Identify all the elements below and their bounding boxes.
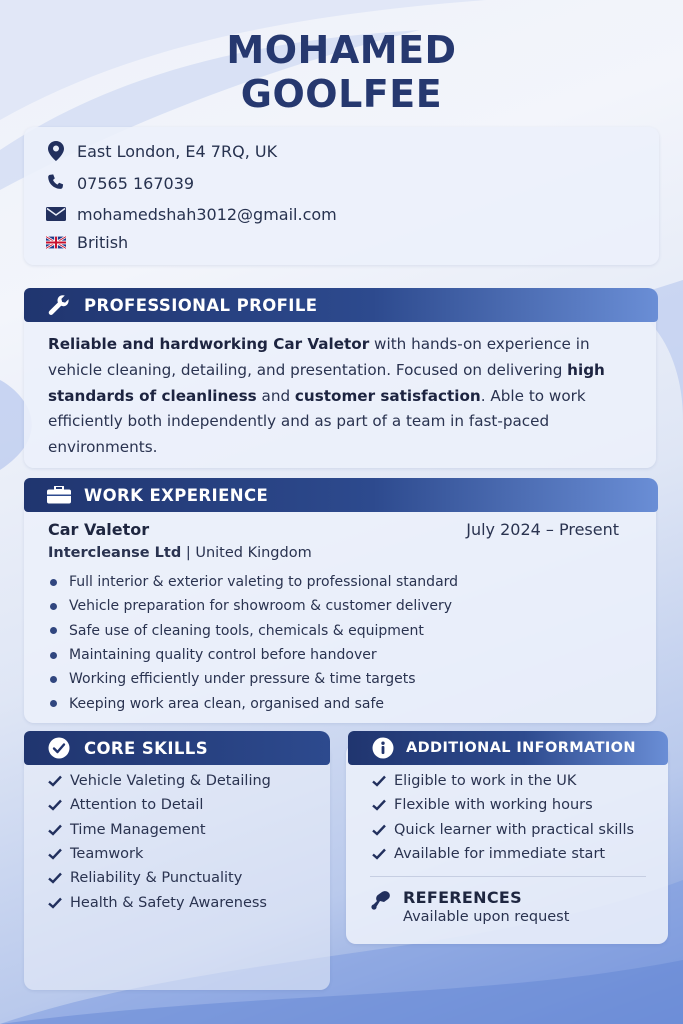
bullet-icon <box>50 603 57 610</box>
bullet-icon <box>50 700 57 707</box>
skill-text: Vehicle Valeting & Detailing <box>70 773 271 790</box>
references-heading: REFERENCES <box>403 888 522 907</box>
profile-highlight: customer satisfaction <box>294 386 481 405</box>
contact-nationality <box>46 232 128 252</box>
list-item <box>48 570 458 594</box>
checkmark-icon <box>372 847 386 861</box>
checkmark-icon <box>372 823 386 837</box>
skill-text: Teamwork <box>70 846 144 863</box>
bullet-icon <box>50 652 57 659</box>
nationality-text: British <box>77 232 129 252</box>
list-item <box>48 842 271 866</box>
info-text: Eligible to work in the UK <box>394 773 577 790</box>
checkmark-icon <box>48 847 62 861</box>
checkmark-icon <box>48 823 62 837</box>
list-item <box>48 769 271 793</box>
job-dates: July 2024 – Present <box>466 520 619 539</box>
list-item <box>48 818 271 842</box>
skills-heading: CORE SKILLS <box>84 738 208 758</box>
checkmark-icon <box>48 774 62 788</box>
skills-header <box>24 731 330 765</box>
experience-header <box>24 478 658 512</box>
additional-list <box>372 769 634 866</box>
profile-highlight: Reliable and hardworking Car Valetor <box>48 335 370 353</box>
list-item <box>48 793 271 817</box>
contact-location <box>46 141 277 161</box>
checkmark-icon <box>48 896 62 910</box>
employer-separator: | <box>181 545 196 561</box>
list-item <box>372 818 634 842</box>
company-location: United Kingdom <box>195 545 312 561</box>
uk-flag-icon <box>46 232 66 252</box>
bullet-icon <box>50 676 57 683</box>
duty-text: Safe use of cleaning tools, chemicals & equipment <box>69 622 424 639</box>
duty-text: Keeping work area clean, organised and safe <box>69 695 384 712</box>
experience-heading: WORK EXPERIENCE <box>84 485 269 505</box>
email-text: mohamedshah3012@gmail.com <box>77 204 337 224</box>
last-name: GOOLFEE <box>240 72 443 116</box>
profile-text-segment: . Able to work efficiently both independently and as part of a team in fast-paced environments. <box>48 386 586 457</box>
employer-line <box>48 545 312 561</box>
skill-text: Time Management <box>70 821 206 838</box>
bullet-icon <box>50 579 57 586</box>
profile-summary <box>48 332 638 461</box>
envelope-icon <box>46 204 66 224</box>
additional-header <box>348 731 668 765</box>
references-text: Available upon request <box>403 909 570 925</box>
checkmark-icon <box>372 798 386 812</box>
profile-text-segment: and <box>256 386 295 405</box>
duty-text: Vehicle preparation for showroom & customer delivery <box>69 598 453 615</box>
list-item <box>48 691 458 715</box>
profile-text-segment: with hands-on experience in vehicle cleaning, detailing, and presentation. Focused on delivering <box>48 335 590 379</box>
duty-text: Full interior & exterior valeting to professional standard <box>69 574 459 591</box>
additional-heading: ADDITIONAL INFORMATION <box>406 740 636 756</box>
list-item <box>48 643 458 667</box>
duty-text: Maintaining quality control before handover <box>69 647 377 664</box>
list-item <box>372 793 634 817</box>
contact-email <box>46 204 337 224</box>
bullet-icon <box>50 627 57 634</box>
section-divider <box>370 876 646 877</box>
skills-list <box>48 769 271 915</box>
phone-icon <box>46 173 66 193</box>
company-name: Intercleanse Ltd <box>48 545 182 561</box>
list-item <box>48 890 271 914</box>
candidate-name <box>0 28 683 116</box>
job-title: Car Valetor <box>48 520 150 539</box>
first-name: MOHAMED <box>226 28 457 72</box>
check-circle-icon <box>46 737 72 759</box>
list-item <box>48 667 458 691</box>
wrench-icon <box>46 294 72 316</box>
info-circle-icon <box>370 737 396 759</box>
info-text: Flexible with working hours <box>394 797 593 814</box>
location-text: East London, E4 7RQ, UK <box>77 141 278 161</box>
list-item <box>372 842 634 866</box>
briefcase-icon <box>46 484 72 506</box>
list-item <box>372 769 634 793</box>
handshake-icon <box>368 886 394 912</box>
info-text: Quick learner with practical skills <box>394 821 635 838</box>
info-text: Available for immediate start <box>394 846 606 863</box>
skill-text: Attention to Detail <box>70 797 204 814</box>
list-item <box>48 866 271 890</box>
checkmark-icon <box>48 871 62 885</box>
duty-text: Working efficiently under pressure & time targets <box>69 671 416 688</box>
contact-phone <box>46 173 194 193</box>
profile-heading: PROFESSIONAL PROFILE <box>84 295 318 315</box>
profile-header <box>24 288 658 322</box>
skill-text: Reliability & Punctuality <box>70 870 243 887</box>
checkmark-icon <box>48 798 62 812</box>
phone-text: 07565 167039 <box>77 173 195 193</box>
list-item <box>48 619 458 643</box>
profile-highlight: high standards of cleanliness <box>48 360 605 405</box>
checkmark-icon <box>372 774 386 788</box>
skill-text: Health & Safety Awareness <box>70 894 267 911</box>
list-item <box>48 594 458 618</box>
duties-list <box>48 570 458 716</box>
location-pin-icon <box>46 141 66 161</box>
